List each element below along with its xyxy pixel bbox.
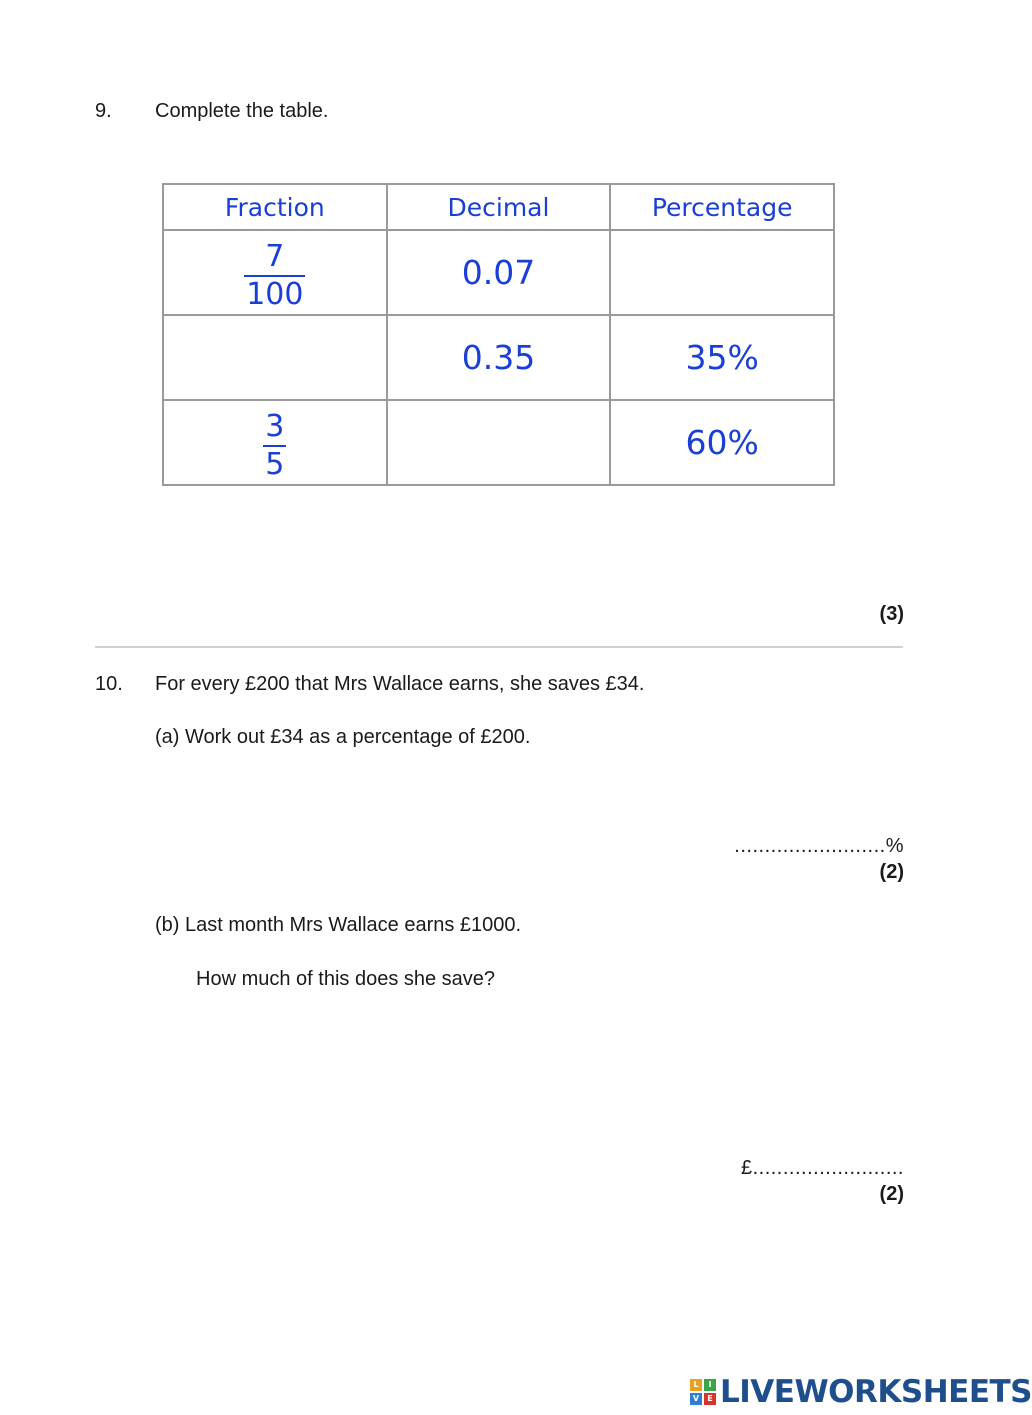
fraction-value — [244, 239, 305, 312]
cell-percentage: 35% — [610, 315, 834, 400]
logo-text: LIVEWORKSHEETS — [720, 1374, 1032, 1410]
logo-letter: L — [690, 1379, 702, 1391]
cell-decimal: 0.07 — [387, 230, 611, 315]
question-10-number: 10. — [95, 673, 123, 695]
liveworksheets-logo — [690, 1374, 1032, 1410]
conversion-table — [162, 183, 835, 486]
logo-letter: E — [704, 1393, 716, 1405]
fraction-numerator: 7 — [265, 239, 285, 274]
question-9-prompt: Complete the table. — [155, 100, 329, 122]
question-9-marks: (3) — [879, 603, 904, 625]
section-divider — [95, 646, 903, 648]
logo-letter: V — [690, 1393, 702, 1405]
fraction-denominator: 5 — [265, 447, 285, 482]
question-10b-marks: (2) — [879, 1183, 904, 1205]
question-9-number: 9. — [95, 100, 112, 122]
table-row — [163, 230, 834, 315]
cell-percentage-blank[interactable] — [610, 230, 834, 315]
cell-percentage: 60% — [610, 400, 834, 485]
fraction-value — [263, 409, 286, 482]
question-10b-subtext: How much of this does she save? — [196, 968, 496, 990]
header-fraction: Fraction — [163, 184, 387, 230]
fraction-numerator: 3 — [265, 409, 285, 444]
table-header-row — [163, 184, 834, 230]
question-10a-marks: (2) — [879, 861, 904, 883]
answer-line-b[interactable]: £......................... — [740, 1157, 904, 1179]
question-10-prompt: For every £200 that Mrs Wallace earns, she saves £34. — [155, 673, 645, 695]
cell-fraction — [163, 400, 387, 485]
question-10a-text: (a) Work out £34 as a percentage of £200. — [155, 726, 531, 748]
header-decimal: Decimal — [387, 184, 611, 230]
logo-letter: I — [704, 1379, 716, 1391]
fraction-denominator: 100 — [246, 277, 304, 312]
logo-icon — [690, 1379, 716, 1405]
table-row — [163, 400, 834, 485]
cell-fraction — [163, 230, 387, 315]
question-10b-text: (b) Last month Mrs Wallace earns £1000. — [155, 914, 522, 936]
table-row — [163, 315, 834, 400]
header-percentage: Percentage — [610, 184, 834, 230]
answer-line-a[interactable]: .........................% — [734, 835, 904, 857]
cell-decimal-blank[interactable] — [387, 400, 611, 485]
cell-decimal: 0.35 — [387, 315, 611, 400]
cell-fraction-blank[interactable] — [163, 315, 387, 400]
